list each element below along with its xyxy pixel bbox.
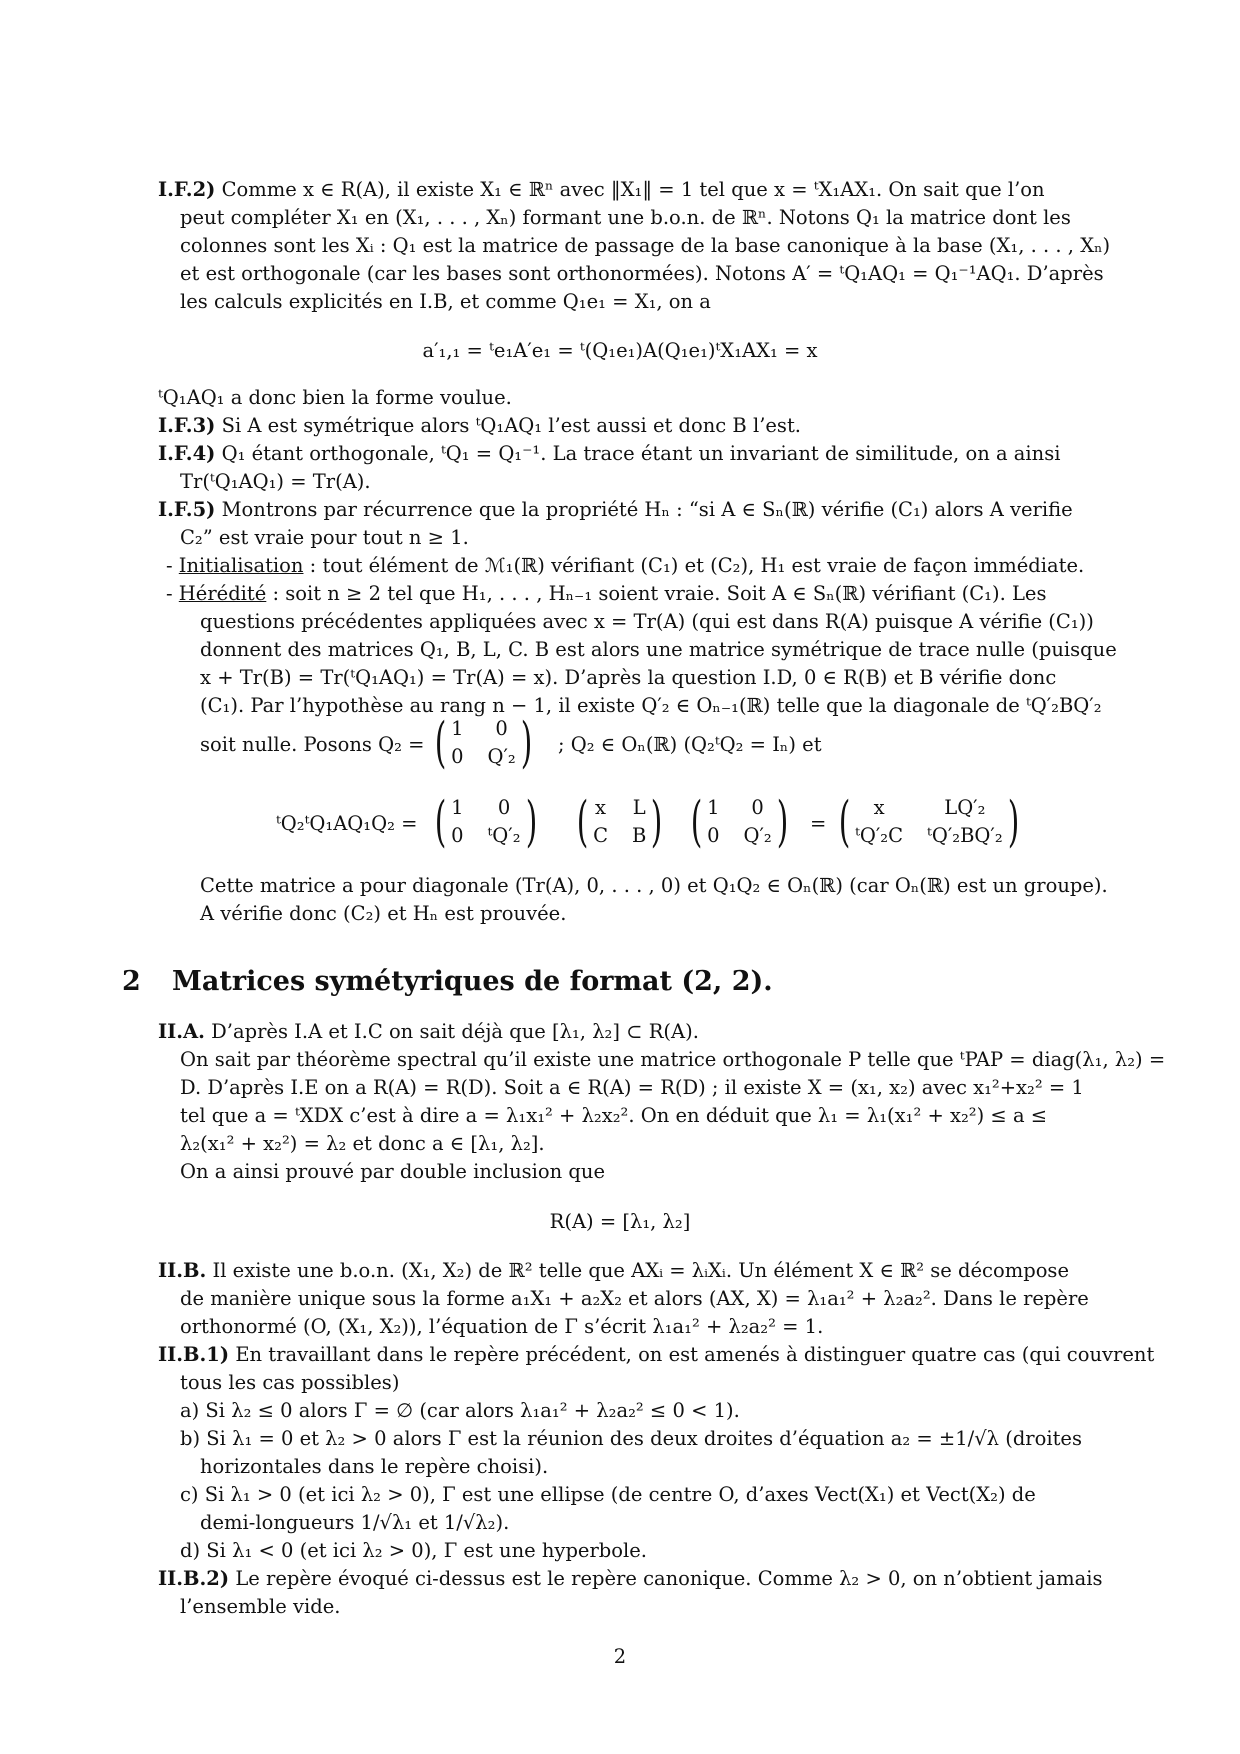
IF2-line-6: ᵗQ₁AQ₁ a donc bien la forme voulue. — [158, 386, 512, 409]
matrix-cell: 1 — [707, 796, 720, 819]
big-matrix-3: ( 1 0 0 Q′₂ ) — [690, 790, 789, 853]
IIB-line-1: II.B. Il existe une b.o.n. (X₁, X₂) de ℝ² telle que AXᵢ = λᵢXᵢ. Un élément X ∈ ℝ² se décompose — [158, 1259, 1069, 1282]
matrix-cell: C — [593, 824, 608, 847]
matrix-cell: 0 — [707, 824, 720, 847]
IIA-line-1: II.A. D’après I.A et I.C on sait déjà que [λ₁, λ₂] ⊂ R(A). — [158, 1020, 699, 1043]
matrix-cell: ᵗQ′₂ — [487, 824, 521, 847]
IF2-equation: a′₁,₁ = ᵗe₁A′e₁ = ᵗ(Q₁e₁)A(Q₁e₁)ᵗX₁AX₁ = x — [422, 339, 818, 362]
matrix-cell: x — [873, 796, 885, 819]
matrix-cell: 0 — [751, 796, 764, 819]
matrix-cell: 0 — [497, 796, 511, 819]
matrix-cell: LQ′₂ — [944, 796, 986, 819]
IF3-line: I.F.3) Si A est symétrique alors ᵗQ₁AQ₁ l’est aussi et donc B l’est. — [158, 414, 801, 437]
IIA-line-3: D. D’après I.E on a R(A) = R(D). Soit a ∈ R(A) = R(D) ; il existe X = (x₁, x₂) avec x₁²+x₂² = 1 — [180, 1076, 1084, 1099]
matrix-cell: Q′₂ — [487, 745, 516, 768]
initialisation-line: - Initialisation : tout élément de ℳ₁(ℝ) vérifiant (C₁) et (C₂), H₁ est vraie de façon immédiate. — [166, 554, 1085, 577]
IIA-equation: R(A) = [λ₁, λ₂] — [549, 1210, 691, 1233]
case-b-line-1: b) Si λ₁ = 0 et λ₂ > 0 alors Γ est la réunion des deux droites d’équation a₂ = ±1/√λ (droites — [180, 1427, 1082, 1450]
matrix-cell: ᵗQ′₂C — [855, 824, 904, 847]
IIA-line-5: λ₂(x₁² + x₂²) = λ₂ et donc a ∈ [λ₁, λ₂]. — [180, 1132, 545, 1155]
heredite-line-6b: ; Q₂ ∈ Oₙ(ℝ) (Q₂ᵗQ₂ = Iₙ) et — [558, 733, 822, 756]
case-c-line-1: c) Si λ₁ > 0 (et ici λ₂ > 0), Γ est une ellipse (de centre O, d’axes Vect(X₁) et Vect(X₂) de — [180, 1483, 1036, 1506]
matrix-cell: L — [632, 796, 646, 819]
IIB1-line-2: tous les cas possibles) — [180, 1371, 400, 1394]
IF2-line-4: et est orthogonale (car les bases sont orthonormées). Notons A′ = ᵗQ₁AQ₁ = Q₁⁻¹AQ₁. D’après — [180, 262, 1104, 285]
big-eq-lhs: ᵗQ₂ᵗQ₁AQ₁Q₂ = — [276, 812, 418, 835]
matrix-cell: 0 — [451, 745, 464, 768]
matrix-cell: B — [632, 824, 647, 847]
IF2-line-5: les calculs explicités en I.B, et comme Q₁e₁ = X₁, on a — [180, 290, 711, 313]
IF2-line-3: colonnes sont les Xᵢ : Q₁ est la matrice de passage de la base canonique à la base (X₁, . . . , Xₙ) — [180, 234, 1111, 257]
IF2-line-2: peut compléter X₁ en (X₁, . . . , Xₙ) formant une b.o.n. de ℝⁿ. Notons Q₁ la matrice dont les — [180, 206, 1071, 229]
heredite-line-5: (C₁). Par l’hypothèse au rang n − 1, il existe Q′₂ ∈ Oₙ₋₁(ℝ) telle que la diagonale de ᵗQ′₂BQ′₂ — [200, 694, 1102, 717]
heredite-line-4: x + Tr(B) = Tr(ᵗQ₁AQ₁) = Tr(A) = x). D’après la question I.D, 0 ∈ R(B) et B vérifie donc — [200, 666, 1057, 689]
case-b-line-2: horizontales dans le repère choisi). — [200, 1455, 549, 1478]
section-number: 2 — [122, 966, 141, 997]
heredite-line-3: donnent des matrices Q₁, B, L, C. B est alors une matrice symétrique de trace nulle (puisque — [200, 638, 1117, 661]
page-number: 2 — [613, 1645, 627, 1668]
IF5-line-1: I.F.5) Montrons par récurrence que la propriété Hₙ : “si A ∈ Sₙ(ℝ) vérifie (C₁) alors A verifie — [158, 498, 1073, 521]
big-matrix-1: ( 1 0 0 ᵗQ′₂ ) — [434, 790, 537, 853]
heredite-line-1: - Hérédité : soit n ≥ 2 tel que H₁, . . . , Hₙ₋₁ soient vraie. Soit A ∈ Sₙ(ℝ) vérifiant (C₁). Les — [166, 582, 1047, 605]
IIB-line-3: orthonormé (O, (X₁, X₂)), l’équation de Γ s’écrit λ₁a₁² + λ₂a₂² = 1. — [180, 1315, 824, 1338]
case-a: a) Si λ₂ ≤ 0 alors Γ = ∅ (car alors λ₁a₁² + λ₂a₂² ≤ 0 < 1). — [180, 1399, 740, 1422]
IIB1-line-1: II.B.1) En travaillant dans le repère précédent, on est amenés à distinguer quatre cas (qui couvrent — [158, 1343, 1155, 1366]
IF2-line-1: I.F.2) Comme x ∈ R(A), il existe X₁ ∈ ℝⁿ avec ‖X₁‖ = 1 tel que x = ᵗX₁AX₁. On sait que l’on — [158, 178, 1045, 201]
big-matrix-2: ( x L C B ) — [576, 790, 663, 853]
IIB-line-2: de manière unique sous la forme a₁X₁ + a₂X₂ et alors (AX, X) = λ₁a₁² + λ₂a₂². Dans le repère — [180, 1287, 1089, 1310]
matrix-cell: x — [595, 796, 607, 819]
IIA-line-4: tel que a = ᵗXDX c’est à dire a = λ₁x₁² + λ₂x₂². On en déduit que λ₁ = λ₁(x₁² + x₂²) ≤ a ≤ — [180, 1104, 1048, 1127]
matrix-cell: 0 — [451, 824, 464, 847]
heredite-line-8: A vérifie donc (C₂) et Hₙ est prouvée. — [200, 902, 567, 925]
case-c-line-2: demi-longueurs 1/√λ₁ et 1/√λ₂). — [200, 1511, 510, 1534]
matrix-cell: 1 — [451, 796, 464, 819]
heredite-line-7: Cette matrice a pour diagonale (Tr(A), 0, . . . , 0) et Q₁Q₂ ∈ Oₙ(ℝ) (car Oₙ(ℝ) est un groupe). — [200, 874, 1108, 897]
IF5-line-2: C₂” est vraie pour tout n ≥ 1. — [180, 526, 469, 549]
Q2-matrix: ( 1 0 0 Q′₂ ) — [434, 711, 533, 774]
big-matrix-4: ( x LQ′₂ ᵗQ′₂C ᵗQ′₂BQ′₂ ) — [838, 790, 1019, 853]
matrix-cell: 1 — [451, 717, 464, 740]
case-d: d) Si λ₁ < 0 (et ici λ₂ > 0), Γ est une hyperbole. — [180, 1539, 647, 1562]
IF4-line-1: I.F.4) Q₁ étant orthogonale, ᵗQ₁ = Q₁⁻¹. La trace étant un invariant de similitude, on a ainsi — [158, 442, 1061, 465]
matrix-cell: ᵗQ′₂BQ′₂ — [927, 824, 1003, 847]
IF4-line-2: Tr(ᵗQ₁AQ₁) = Tr(A). — [180, 470, 371, 493]
IIA-line-6: On a ainsi prouvé par double inclusion que — [180, 1160, 605, 1183]
section-heading — [122, 966, 773, 997]
IIA-line-2: On sait par théorème spectral qu’il existe une matrice orthogonale P telle que ᵗPAP = diag(λ₁, λ₂) = — [180, 1048, 1166, 1071]
section-title: Matrices symétyriques de format (2, 2). — [172, 966, 773, 997]
matrix-cell: Q′₂ — [743, 824, 772, 847]
big-eq-equals: = — [810, 812, 827, 835]
IIB2-line-1: II.B.2) Le repère évoqué ci-dessus est le repère canonique. Comme λ₂ > 0, on n’obtient jamais — [158, 1567, 1103, 1590]
matrix-cell: 0 — [495, 717, 508, 740]
heredite-line-6a: soit nulle. Posons Q₂ = — [200, 733, 425, 756]
heredite-line-2: questions précédentes appliquées avec x = Tr(A) (qui est dans R(A) puisque A vérifie (C₁)) — [200, 610, 1094, 633]
IIB2-line-2: l’ensemble vide. — [180, 1595, 341, 1618]
